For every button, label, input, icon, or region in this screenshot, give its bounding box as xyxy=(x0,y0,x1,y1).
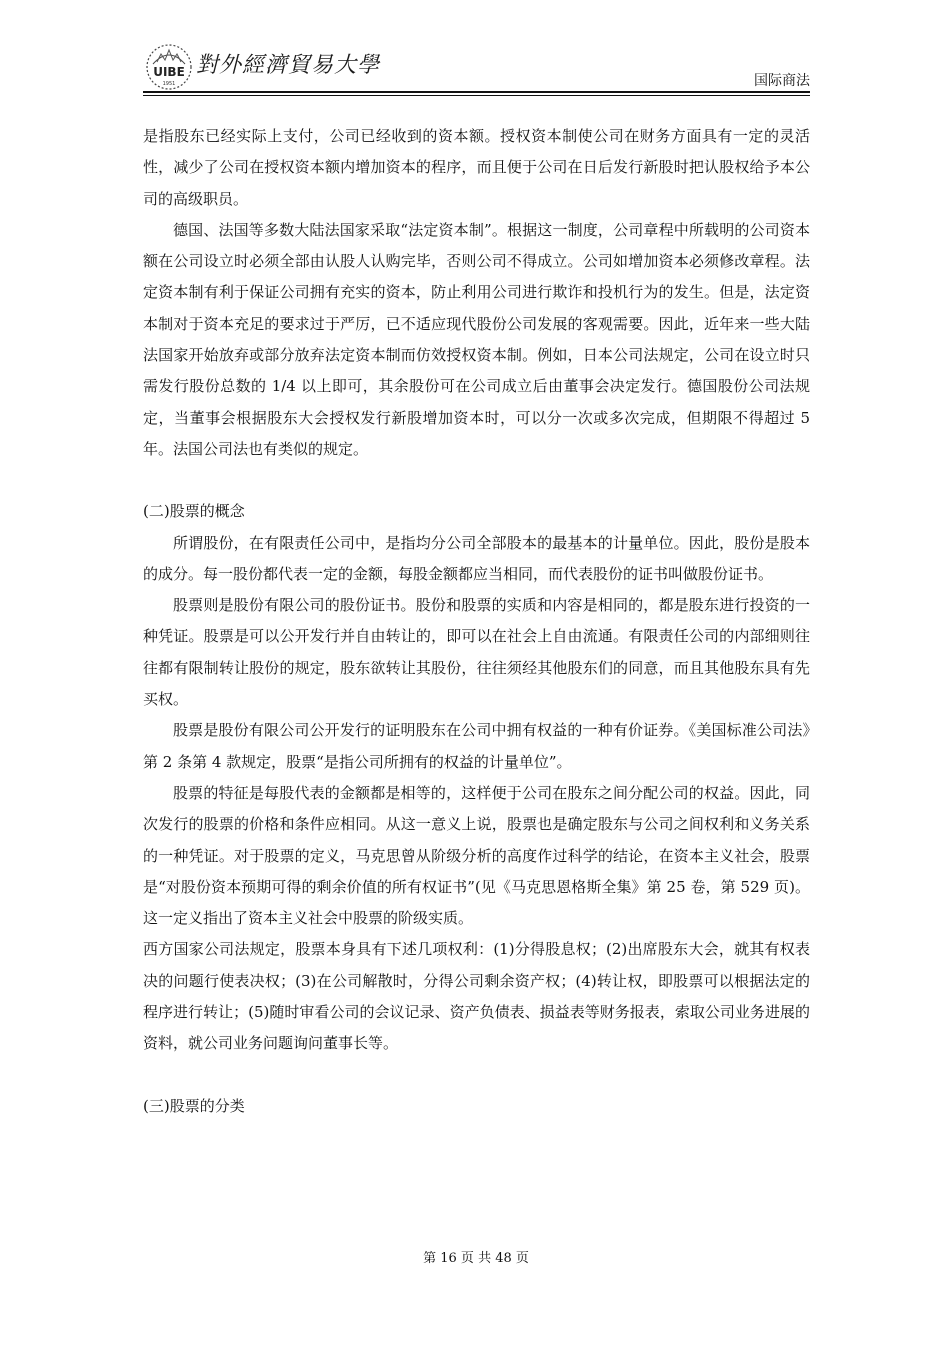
paragraph: 德国、法国等多数大陆法国家采取“法定资本制”。根据这一制度，公司章程中所载明的公司资本额在公司设立时必须全部由认股人认购完毕，否则公司不得成立。公司如增加资本必须修改章程。法定资本制有利于保证公司拥有充实的资本，防止利用公司进行欺诈和投机行为的发生。但是，法定资本制对于资本充足的要求过于严厉，已不适应现代股份公司发展的客观需要。因此，近年来一些大陆法国家开始放弃或部分放弃法定资本制而仿效授权资本制。例如，日本公司法规定，公司在设立时只需发行股份总数的 1/4 以上即可，其余股份可在公司成立后由董事会决定发行。德国股份公司法规定，当董事会根据股东大会授权发行新股增加资本时，可以分一次或多次完成，但期限不得超过 5 年。法国公司法也有类似的规定。 xyxy=(143,220,810,458)
header-rule-thin xyxy=(143,95,810,96)
document-body xyxy=(143,121,810,1122)
paragraph: 是指股东已经实际上支付，公司已经收到的资本额。授权资本制使公司在财务方面具有一定的灵活性，减少了公司在授权资本额内增加资本的程序，而且便于公司在日后发行新股时把认股权给予本公司的高级职员。 xyxy=(143,127,810,208)
paragraph: 股票是股份有限公司公开发行的证明股东在公司中拥有权益的一种有价证券。《美国标准公司法》第 2 条第 4 款规定，股票“是指公司所拥有的权益的计量单位”。 xyxy=(143,721,810,771)
page-header xyxy=(143,40,810,96)
page-number: 第 16 页 共 48 页 xyxy=(423,1251,529,1266)
paragraph: 所谓股份，在有限责任公司中，是指均分公司全部股本的最基本的计量单位。因此，股份是股本的成分。每一股份都代表一定的金额，每股金额都应当相同，而代表股份的证书叫做股份证书。 xyxy=(143,533,810,583)
university-name: 對外經濟貿易大學 xyxy=(196,53,381,78)
university-logo-icon xyxy=(143,40,195,92)
section-heading: (二)股票的概念 xyxy=(143,502,245,521)
paragraph: 股票的特征是每股代表的金额都是相等的，这样便于公司在股东之间分配公司的权益。因此，同次发行的股票的价格和条件应相同。从这一意义上说，股票也是确定股东与公司之间权利和义务关系的一种凭证。对于股票的定义，马克思曾从阶级分析的高度作过科学的结论，在资本主义社会，股票是“对股份资本预期可得的剩余价值的所有权证书”(见《马克思恩格斯全集》第 25 卷，第 529 页)。这一定义指出了资本主义社会中股票的阶级实质。 xyxy=(143,783,810,928)
logo-year: 1951 xyxy=(162,81,176,87)
spacer xyxy=(143,465,810,496)
header-rule-thick xyxy=(143,91,810,93)
course-title: 国际商法 xyxy=(754,73,810,89)
section-heading: (三)股票的分类 xyxy=(143,1096,245,1115)
logo-text: UIBE xyxy=(153,65,185,79)
paragraph: 股票则是股份有限公司的股份证书。股份和股票的实质和内容是相同的，都是股东进行投资的一种凭证。股票是可以公开发行并自由转让的，即可以在社会上自由流通。有限责任公司的内部细则往往都有限制转让股份的规定，股东欲转让其股份，往往须经其他股东们的同意，而且其他股东具有先买权。 xyxy=(143,596,810,709)
paragraph: 西方国家公司法规定，股票本身具有下述几项权利：(1)分得股息权；(2)出席股东大会，就其有权表决的问题行使表决权；(3)在公司解散时，分得公司剩余资产权；(4)转让权，即股票可以根据法定的程序进行转让；(5)随时审看公司的会议记录、资产负债表、损益表等财务报表，索取公司业务进展的资料，就公司业务问题询问董事长等。 xyxy=(143,940,810,1053)
spacer xyxy=(143,1060,810,1091)
